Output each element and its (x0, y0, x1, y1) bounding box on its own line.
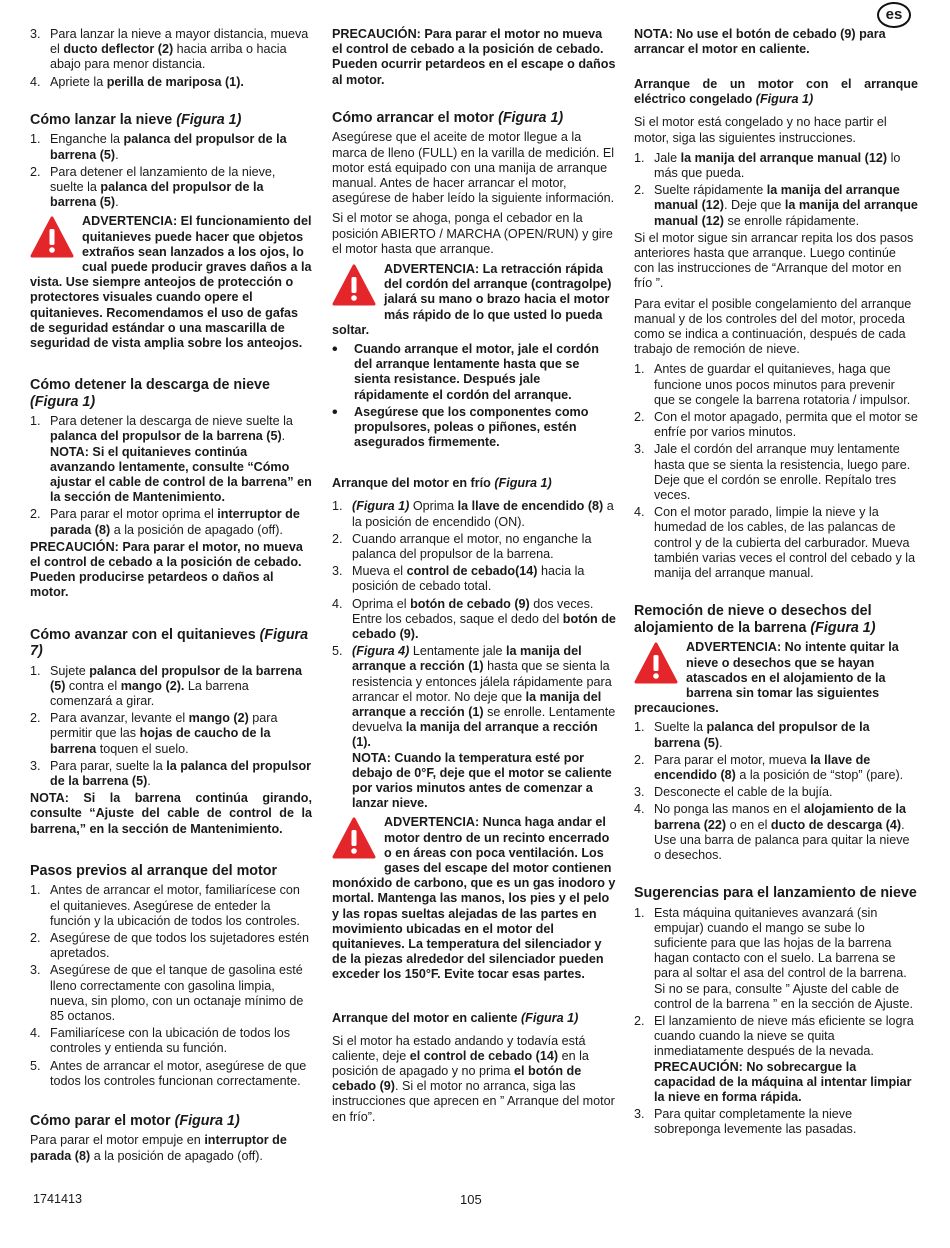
list-item (30, 75, 312, 90)
list-number: 3. (332, 564, 343, 579)
list-item (634, 151, 918, 181)
paragraph: Si el motor está congelado y no hace partir el motor, siga las siguientes instrucciones. (634, 115, 887, 145)
warning-block (634, 640, 918, 716)
section-heading: Arranque del motor en frío (Figura 1) (332, 476, 552, 491)
list-item (30, 931, 312, 961)
list-item (634, 410, 918, 440)
list (634, 362, 918, 581)
list-item (30, 165, 312, 211)
list-number: 2. (634, 1014, 645, 1029)
list-item-text: Para detener la descarga de nieve suelte la palanca del propulsor de la barrena (5). NOTA: Si el quitanieves continúa avanzando lentamente, consulte “Cómo ajustar el cable de control de la barrena” en la sección de Mantenimiento. (50, 414, 312, 505)
list-number: 4. (30, 1026, 41, 1041)
section-heading: Remoción de nieve o desechos del alojamiento de la barrena (Figura 1) (634, 603, 876, 636)
list-number: 1. (30, 883, 41, 898)
paragraph: Asegúrese que el aceite de motor llegue a la marca de lleno (FULL) en la varilla de medición. El motor está equipado con una manija de arranque manual. Antes de hacer arrancar el motor, asegúrese de haber leído la siguiente información. (332, 130, 615, 206)
warning-text: ADVERTENCIA: El funcionamiento del quitanieves puede hacer que objetos extraños sean lanzados a los ojos, lo cual puede producir graves daños a la vista. Use siempre anteojos de protección o protectores visuales cuando opere el quitanieves. Recomendamos el uso de gafas de seguridad estándar o una mascarilla de seguridad de vista amplia sobre los anteojos. (30, 214, 312, 350)
section-heading: Cómo detener la descarga de nieve (Figura 1) (30, 377, 270, 410)
list-number: 2. (634, 752, 645, 767)
list-number: 2. (30, 930, 41, 945)
list-item (634, 1014, 918, 1105)
list-number: 1. (634, 720, 645, 735)
section-heading: Arranque del motor en caliente (Figura 1) (332, 1010, 579, 1025)
list-item (634, 442, 918, 503)
list (30, 664, 312, 790)
list-item (30, 664, 312, 710)
list-item-text: Para parar el motor oprima el interruptor de parada (8) a la posición de apagado (off). (50, 507, 300, 537)
list-item (634, 753, 918, 783)
list-item-text: Jale el cordón del arranque muy lentamente hasta que se sienta la resistencia, luego pare. Deje que el cordón se enrolle. Repítalo tres veces. (654, 442, 911, 503)
list-number: 1. (634, 150, 645, 165)
list-item-text: Jale la manija del arranque manual (12) lo más que pueda. (654, 150, 901, 181)
list-item (634, 785, 918, 800)
list-number: 4. (332, 596, 343, 611)
list-item (30, 1026, 312, 1056)
list-number: 4. (30, 74, 41, 89)
list-item (634, 183, 918, 229)
list-item (30, 1059, 312, 1089)
list-item (332, 499, 616, 529)
list-item (634, 362, 918, 408)
list (30, 883, 312, 1089)
caution-text: PRECAUCIÓN: Para parar el motor, no mueva el control de cebado a la posición de cebado. Pueden producirse petardeos o daños al motor. (30, 539, 303, 600)
list-item-text: Enganche la palanca del propulsor de la barrena (5). (50, 132, 287, 162)
paragraph: Si el motor se ahoga, ponga el cebador en la posición ABIERTO / MARCHA (OPEN/RUN) y gire el motor hasta que arranque. (332, 211, 613, 256)
list-item (30, 27, 312, 73)
list-item-text: Cuando arranque el motor, no enganche la palanca del propulsor de la barrena. (352, 531, 592, 561)
column-3 (634, 27, 918, 1140)
list-item (30, 132, 312, 162)
list-number: 4. (634, 802, 645, 817)
list-number: 3. (634, 442, 645, 457)
column-1 (30, 27, 312, 1169)
warning-triangle-icon (30, 216, 74, 260)
list-number: 4. (634, 505, 645, 520)
list-item-text: Sujete palanca del propulsor de la barrena (5) contra el mango (2). La barrena comenzará a girar. (50, 663, 302, 708)
list (634, 151, 918, 229)
list-item-text: Para parar el motor, mueva la llave de encendido (8) a la posición de “stop” (pare). (654, 752, 904, 782)
list-item-text: Desconecte el cable de la bujía. (654, 785, 833, 800)
list-item (30, 883, 312, 929)
list-item-text: Antes de guardar el quitanieves, haga que funcione unos pocos minutos para prevenir que se congele la barrena rotatoria / impulsor. (654, 362, 911, 407)
list-item (30, 414, 312, 505)
list-number: 2. (30, 711, 41, 726)
warning-block (30, 214, 312, 351)
list-item-text: Para parar, suelte la la palanca del propulsor de la barrena (5). (50, 758, 312, 789)
caution-text: PRECAUCIÓN: Para parar el motor no mueva el control de cebado a la posición de cebado. Pueden ocurrir petardeos en el escape o daños al motor. (332, 27, 616, 87)
language-badge: es (877, 2, 911, 28)
list-item (30, 507, 312, 537)
list-number: 1. (634, 362, 645, 377)
list-item (30, 963, 312, 1024)
list-item (634, 802, 918, 863)
section-heading: Cómo arrancar el motor (Figura 1) (332, 109, 564, 126)
list-item: • Cuando arranque el motor, jale el cordón del arranque lentamente hasta que se sienta resistance. Después jale rápidamente el cordón del arranque. (332, 340, 599, 402)
list-item-text: Esta máquina quitanieves avanzará (sin empujar) cuando el mango se sube lo suficiente para que las hojas de la barrena hagan contacto con el suelo. La barrena se para al soltar el asa del control de la barrena. Si no se para, consulte ” Ajuste del cable de control de la barrena ” en la sección de Ajuste. (654, 905, 914, 1011)
list-item-text: Suelte rápidamente la manija del arranque manual (12). Deje que la manija del arranque manual (12) se enrolle rápidamente. (654, 183, 918, 228)
list-item (332, 597, 616, 643)
list-number: 5. (332, 644, 343, 659)
list-number: 2. (30, 164, 41, 179)
list-item-text: Para quitar completamente la nieve sobreponga levemente las pasadas. (654, 1107, 857, 1137)
list-item-text: Oprima el botón de cebado (9) dos veces. Entre los cebados, saque el dedo del botón de cebado (9). (352, 596, 616, 641)
list-item-text: Asegúrese de que el tanque de gasolina esté lleno correctamente con gasolina limpia, nueva, sin plomo, con un octanaje mínimo de 85 octanos. (50, 963, 304, 1023)
list (30, 27, 312, 90)
list (332, 499, 616, 811)
list-number: 1. (634, 905, 645, 920)
paragraph: Para evitar el posible congelamiento del arranque manual y de los controles del del motor, proceda como se indica a continuación, después de cada trabajo de remoción de nieve. (634, 296, 912, 357)
section-heading: Sugerencias para el lanzamiento de nieve (634, 885, 917, 902)
list-item-text: Asegúrese de que todos los sujetadores estén apretados. (50, 930, 310, 961)
list-number: 3. (634, 1107, 645, 1122)
list-item (634, 505, 918, 581)
list-number: 2. (332, 531, 343, 546)
warning-triangle-icon (332, 264, 376, 308)
list-item (30, 711, 312, 757)
list-item-text: Familiarícese con la ubicación de todos los controles y entienda su función. (50, 1026, 291, 1056)
paragraph: Si el motor sigue sin arrancar repita los dos pasos anteriores hasta que arranque. Luego continúe con las instrucciones de “Arranque del motor en frío ”. (634, 230, 914, 291)
warning-triangle-icon (634, 642, 678, 686)
list-item (634, 720, 918, 750)
list-item (30, 759, 312, 789)
section-heading: Cómo avanzar con el quitanieves (Figura 7) (30, 626, 309, 660)
list-item-text: Antes de arrancar el motor, asegúrese de que todos los controles funcionan correctamente. (50, 1058, 307, 1088)
list-number: 2. (30, 507, 41, 522)
list-number: 3. (30, 758, 41, 773)
list-item-text: El lanzamiento de nieve más eficiente se logra cuando cuando la nieve se quita inmediatamente después de la nevada. PRECAUCIÓN: No sobrecargue la capacidad de la máquina al intentar limpiar la nieve en forma rápida. (654, 1014, 914, 1105)
list-number: 1. (332, 499, 343, 514)
paragraph: Para parar el motor empuje en interruptor de parada (8) a la posición de apagado (off). (30, 1133, 287, 1163)
paragraph: Si el motor ha estado andando y todavía está caliente, deje el control de cebado (14) en la posición de apagado y no prima el botón de cebado (9). Si el motor no arranca, siga las instrucciones que aprecen en ” Arranque del motor en frío”. (332, 1033, 615, 1124)
section-heading: Cómo lanzar la nieve (Figura 1) (30, 111, 242, 128)
warning-block (332, 815, 616, 982)
list-item (634, 1107, 918, 1137)
section-heading: Pasos previos al arranque del motor (30, 862, 278, 879)
list-item (332, 644, 616, 811)
document-number: 1741413 (33, 1192, 83, 1206)
warning-block (332, 262, 616, 338)
list-number: 5. (30, 1058, 41, 1073)
list-number: 2. (634, 410, 645, 425)
list-item: • Asegúrese que los componentes como propulsores, poleas o piñones, estén asegurados firmemente. (332, 403, 589, 450)
list-item-text: Mueva el control de cebado(14) hacia la posición de cebado total. (352, 564, 585, 594)
list-item (332, 564, 616, 594)
note-text: NOTA: Si la barrena continúa girando, consulte “Ajuste del cable de control de la barrena,” en la sección de Mantenimiento. (30, 791, 312, 836)
list-number: 3. (30, 27, 41, 41)
section-heading: Arranque de un motor con el arranque eléctrico congelado (Figura 1) (634, 77, 918, 107)
list-item (634, 906, 918, 1012)
list-item-text: Para avanzar, levante el mango (2) para permitir que las hojas de caucho de la barrena toquen el suelo. (50, 711, 278, 756)
list-item-text: Antes de arrancar el motor, familiarícese con el quitanieves. Asegúrese de enteder la función y la ubicación de todos los controles. (50, 883, 300, 928)
list (634, 906, 918, 1138)
list-number: 1. (30, 663, 41, 678)
list-item-text: (Figura 4) Lentamente jale la manija del arranque a rección (1) hasta que se sienta la resistencia y entonces jálela rápidamente para arrancar el motor. No deje que la manija del arranque a rección (1) se enrolle. Lentamente devuelva la manija del arranque a rección (1). NOTA: Cuando la temperatura esté por debajo de 0°F, deje que el motor se caliente por varios minutos antes de comenzar a lanzar nieve. (352, 644, 616, 811)
list-number: 1. (30, 132, 41, 147)
list (30, 414, 312, 538)
list-number: 1. (30, 414, 41, 429)
bullet-list (332, 342, 616, 450)
page-number: 105 (460, 1192, 482, 1207)
section-heading: Cómo parar el motor (Figura 1) (30, 1112, 240, 1129)
list (634, 720, 918, 863)
list-number: 3. (30, 963, 41, 978)
list-item-text: Con el motor parado, limpie la nieve y la humedad de los cables, de las palancas de control y de la cubierta del carburador. Mueva también varias veces el control del cebado y la manija del arranque manual. (654, 505, 916, 581)
column-2 (332, 27, 616, 1130)
note-text: NOTA: No use el botón de cebado (9) para arrancar el motor en caliente. (634, 27, 886, 57)
list-item-text: (Figura 1) Oprima la llave de encendido (8) a la posición de encendido (ON). (352, 499, 614, 529)
warning-triangle-icon (332, 817, 376, 861)
list-item-text: Suelte la palanca del propulsor de la barrena (5). (654, 720, 870, 750)
warning-text: ADVERTENCIA: La retracción rápida del cordón del arranque (contragolpe) jalará su mano o brazo hacia el motor más rápido de lo que usted lo pueda soltar. (332, 261, 612, 337)
list-item-text: Con el motor apagado, permita que el motor se enfríe por varios minutos. (654, 410, 918, 440)
list-item-text: Para detener el lanzamiento de la nieve, suelte la palanca del propulsor de la barrena (5). (50, 164, 276, 210)
list-number: 2. (634, 183, 645, 198)
list-number: 3. (634, 785, 645, 800)
list-item-text: Para lanzar la nieve a mayor distancia, mueva el ducto deflector (2) hacia arriba o hacia abajo para menor distancia. (50, 27, 309, 72)
warning-text: ADVERTENCIA: Nunca haga andar el motor dentro de un recinto encerrado o en áreas con poca ventilación. Los gases del escape del motor contienen monóxido de carbono, que es un gas inodoro y mortal. Mantenga las manos, los pies y el pelo y las ropas sueltas alejadas de las partes en movimiento ubicadas en el motor del quitanieves. La temperatura del silenciador y de la piezas alrededor del silenciador pueden exceder los 150°F. Evite tocar esas partes. (332, 815, 616, 982)
warning-text: ADVERTENCIA: No intente quitar la nieve o desechos que se hayan atascados en el alojamiento de la barrena sin tomar las siguientes precauciones. (634, 640, 899, 716)
list-item-text: Apriete la perilla de mariposa (1). (50, 74, 244, 89)
list-item-text: No ponga las manos en el alojamiento de la barrena (22) o en el ducto de descarga (4). Use una barra de palanca para quitar la nieve o desechos. (654, 802, 910, 862)
list-item (332, 532, 616, 562)
list (30, 132, 312, 210)
